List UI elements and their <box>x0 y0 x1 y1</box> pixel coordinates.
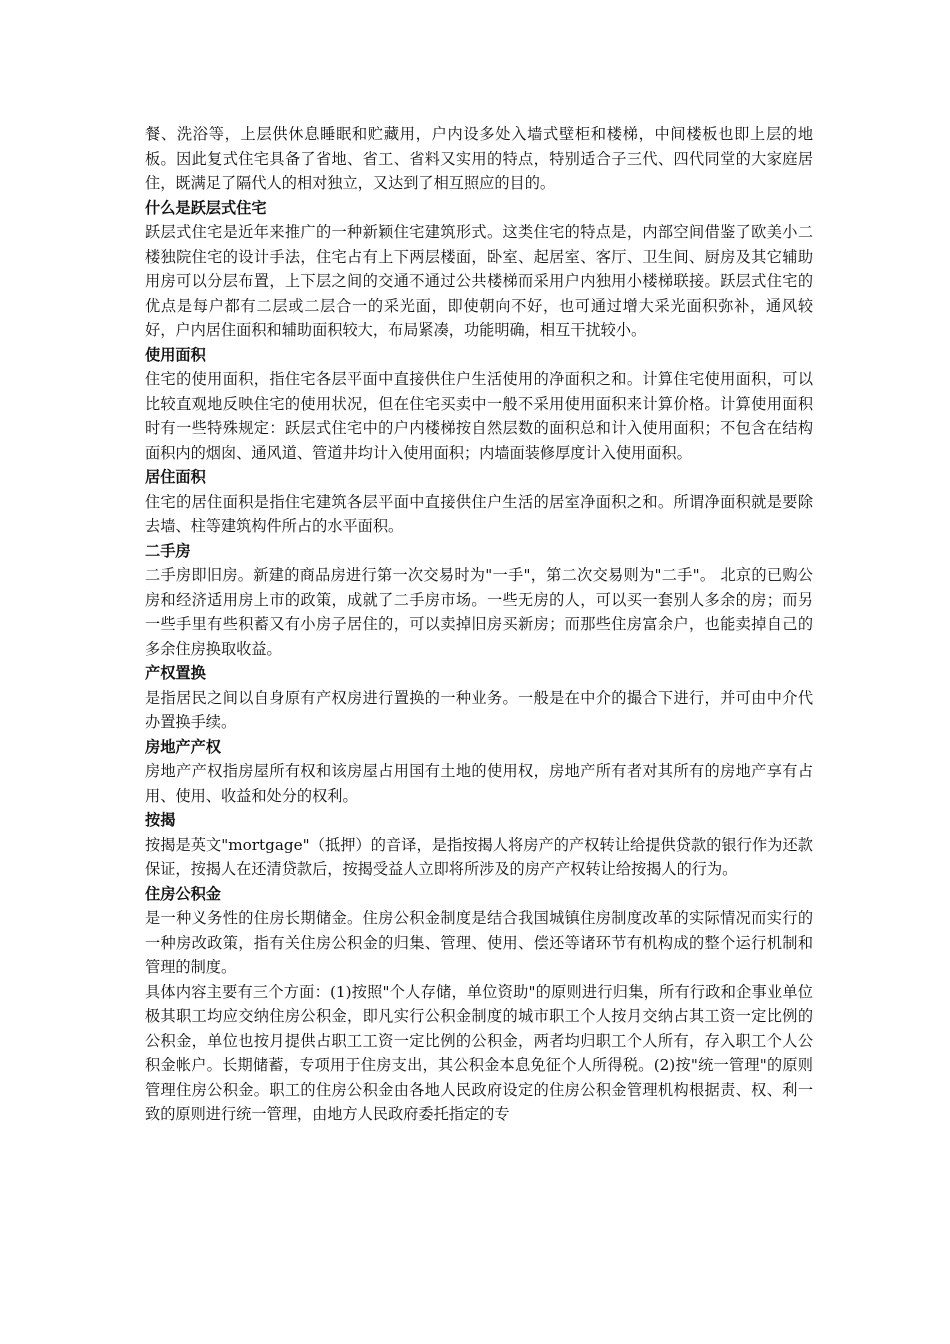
heading-duplex-housing: 什么是跃层式住宅 <box>145 198 267 217</box>
paragraph-real-estate-rights: 房地产产权指房屋所有权和该房屋占用国有土地的使用权，房地产所有者对其所有的房地产享有占用、使用、收益和处分的权利。 <box>145 762 813 805</box>
heading-property-exchange: 产权置换 <box>145 664 206 682</box>
paragraph-usable-area: 住宅的使用面积，指住宅各层平面中直接供住户生活使用的净面积之和。计算住宅使用面积，可以比较直观地反映住宅的使用状况，但在住宅买卖中一般不采用使用面积来计算价格。计算使用面积时有一些特殊规定：跃层式住宅中的户内楼梯按自然层数的面积总和计入使用面积；不包含在结构面积内的烟囱、通风道、管道井均计入使用面积；内墙面装修厚度计入使用面积。 <box>145 370 813 462</box>
heading-mortgage: 按揭 <box>145 811 176 829</box>
paragraph-mortgage: 按揭是英文"mortgage"（抵押）的音译，是指按揭人将房产的产权转让给提供贷款的银行作为还款保证，按揭人在还清贷款后，按揭受益人立即将所涉及的房产产权转让给按揭人的行为。 <box>145 835 813 878</box>
heading-real-estate-rights: 房地产产权 <box>145 737 221 756</box>
heading-usable-area: 使用面积 <box>145 345 206 364</box>
paragraph-housing-fund-details: 具体内容主要有三个方面：(1)按照"个人存储，单位资助"的原则进行归集，所有行政和企事业单位极其职工均应交纳住房公积金，即凡实行公积金制度的城市职工个人按月交纳占其工资一定比例的公积金，单位也按月提供占职工工资一定比例的公积金，两者均归职工个人所有，存入职工个人公积金帐户。长期储蓄，专项用于住房支出，其公积金本息免征个人所得税。(2)按"统一管理"的原则管理住房公积金。职工的住房公积金由各地人民政府设定的住房公积金管理机构根据责、权、利一致的原则进行统一管理，由地方人民政府委托指定的专 <box>145 982 813 1123</box>
document-page <box>145 122 813 1127</box>
paragraph-second-hand-housing: 二手房即旧房。新建的商品房进行第一次交易时为"一手"，第二次交易则为"二手"。 北京的已购公房和经济适用房上市的政策，成就了二手房市场。一些无房的人，可以买一套别人多余的房；而另一些手里有些积蓄又有小房子居住的，可以卖掉旧房买新房；而那些住房富余户，也能卖掉自己的多余住房换取收益。 <box>145 566 813 658</box>
intro-paragraph: 餐、洗浴等，上层供休息睡眠和贮藏用，户内设多处入墙式壁柜和楼梯，中间楼板也即上层的地板。因此复式住宅具备了省地、省工、省料又实用的特点，特别适合子三代、四代同堂的大家庭居住，既满足了隔代人的相对独立，又达到了相互照应的目的。 <box>145 125 813 192</box>
paragraph-living-area: 住宅的居住面积是指住宅建筑各层平面中直接供住户生活的居室净面积之和。所谓净面积就是要除去墙、柱等建筑构件所占的水平面积。 <box>145 492 813 535</box>
paragraph-housing-fund-definition: 是一种义务性的住房长期储金。住房公积金制度是结合我国城镇住房制度改革的实际情况而实行的一种房改政策，指有关住房公积金的归集、管理、使用、偿还等诸环节有机构成的整个运行机制和管理的制度。 <box>145 909 813 976</box>
paragraph-duplex-housing: 跃层式住宅是近年来推广的一种新颖住宅建筑形式。这类住宅的特点是，内部空间借鉴了欧美小二楼独院住宅的设计手法，住宅占有上下两层楼面，卧室、起居室、客厅、卫生间、厨房及其它辅助用房可以分层布置，上下层之间的交通不通过公共楼梯而采用户内独用小楼梯联接。跃层式住宅的优点是每户都有二层或二层合一的采光面，即使朝向不好，也可通过增大采光面积弥补，通风较好，户内居住面积和辅助面积较大，布局紧凑，功能明确，相互干扰较小。 <box>145 223 813 339</box>
heading-second-hand-housing: 二手房 <box>145 541 191 560</box>
paragraph-property-exchange: 是指居民之间以自身原有产权房进行置换的一种业务。一般是在中介的撮合下进行，并可由中介代办置换手续。 <box>145 688 813 731</box>
heading-living-area: 居住面积 <box>145 468 206 486</box>
heading-housing-fund: 住房公积金 <box>145 884 221 903</box>
